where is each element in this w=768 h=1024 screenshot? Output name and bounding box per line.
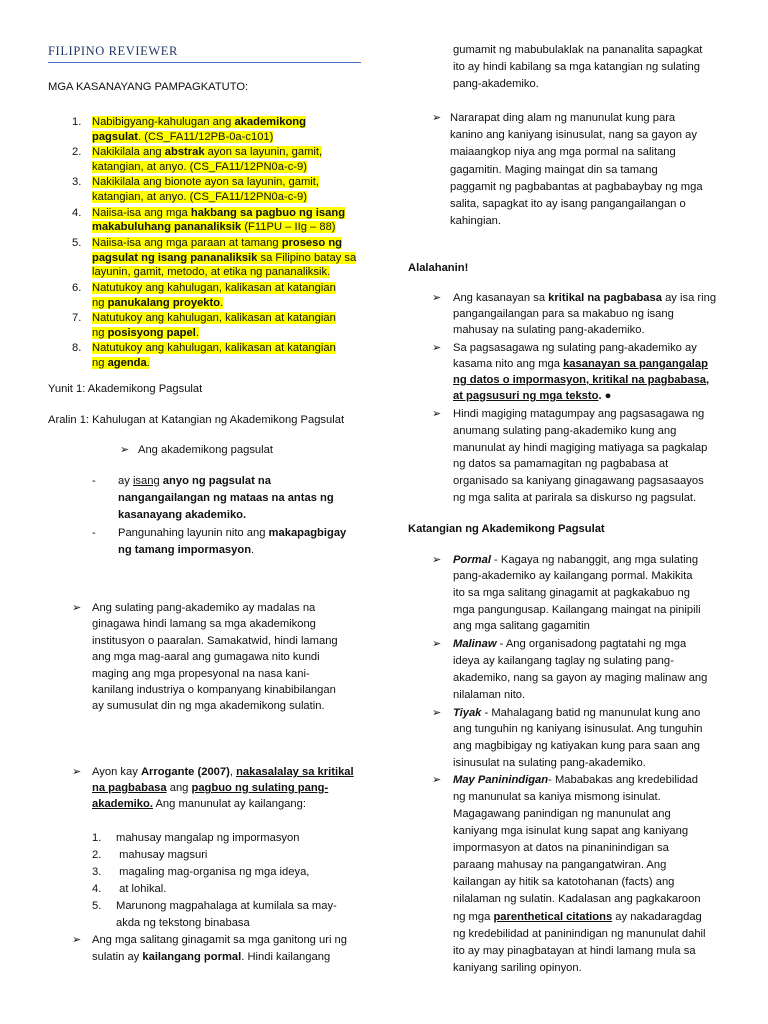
objective-line: Nabibigyang-kahulugan ang akademikong	[92, 116, 306, 128]
skill-text: at lohikal.	[116, 883, 167, 895]
text-line: impormasyon at datos na pinaninindigan sa	[453, 842, 669, 854]
al2-line1: Sa pagsasagawa ng sulating pang-akademiko ay	[453, 342, 697, 354]
text-line: ang mga salitang gagamitin	[453, 620, 590, 633]
dash2-line1: Pangunahing layunin nito ang makapagbigay	[118, 527, 347, 539]
text-line: Nararapat ding alam ng manunulat kung para	[450, 112, 676, 124]
may-line1: May Paninindigan- Mababakas ang kredebilidad	[453, 774, 698, 786]
yunit-heading: Yunit 1: Akademikong Pagsulat	[48, 383, 203, 395]
al1-line3: mahusay na sulating pang-akademiko.	[453, 324, 645, 336]
kasanayan-heading: MGA KASANAYANG PAMPAGKATUTO:	[48, 81, 249, 93]
objective-line: Natutukoy ang kahulugan, kalikasan at katangian	[92, 312, 336, 324]
objective-number: 1.	[72, 116, 82, 128]
arrow-bullet-icon: ➢	[432, 408, 442, 420]
skill-text: Marunong magpahalaga at kumilala sa may-	[116, 900, 337, 912]
text-line: organisado sa kaniyang ginagawang pagsasaayos	[453, 475, 704, 488]
ayon-line2: na pagbabasa ang pagbuo ng sulating pang-	[92, 782, 329, 794]
text-line: kanino ang kaniyang isinusulat, nang sa gayon ay	[450, 129, 697, 142]
pormal-line1: Pormal - Kagaya ng nabanggit, ang mga sulating	[453, 554, 699, 566]
text-line: isinusulat na sulating pang-akademiko.	[453, 756, 646, 769]
title-rule	[48, 62, 361, 63]
arrow-bullet-icon: ➢	[432, 774, 442, 786]
may-line9: ng mga parenthetical citations ay nakadaragdag	[453, 911, 702, 923]
objective-line: Natutukoy ang kahulugan, kalikasan at katangian	[92, 281, 336, 294]
objective-line: Naiisa-isa ang mga hakbang sa pagbuo ng isang	[92, 206, 346, 219]
text-line: ang tunguhin ng kaniyang isinusulat. Ang tunguhin	[453, 723, 703, 735]
objective-line: makabuluhang pananaliksik (F11PU – IIg – 88)	[92, 221, 336, 234]
dash-icon: -	[92, 475, 96, 487]
bullet-ang-akademiko: Ang akademikong pagsulat	[138, 444, 273, 456]
dash1-line1: ay isang anyo ng pagsulat na	[118, 475, 271, 487]
ayon-line1: Ayon kay Arrogante (2007), nakasalalay sa kritikal	[92, 766, 354, 778]
text-line: paraang mahusay na pangangatwiran. Ang	[453, 859, 667, 871]
objective-number: 4.	[72, 206, 82, 219]
arrow-bullet-icon: ➢	[432, 554, 442, 566]
objective-number: 6.	[72, 281, 82, 294]
text-line: manunulat ay hindi magiging matiyaga sa pagkalap	[453, 441, 708, 454]
skill-number: 5.	[92, 900, 102, 912]
skill-text: magaling mag-organisa ng mga ideya,	[116, 866, 310, 878]
objective-number: 2.	[72, 146, 82, 159]
text-line: ng manunulat sa kaniya mismong isinulat.	[453, 791, 661, 803]
arrow-bullet-icon: ➢	[432, 112, 442, 124]
text-line: maiaangkop niya ang mga pormal na salitang	[450, 146, 676, 159]
skill-number: 3.	[92, 866, 102, 878]
objective-number: 7.	[72, 312, 82, 324]
text-line: Hindi magiging matagumpay ang pagsasagawa ng	[453, 408, 705, 420]
text-line: institusyon o paaralan. Samakatwid, hindi lamang	[92, 634, 338, 647]
text-line: mga pangungusap. Kailangang maingat na pinipili	[453, 603, 701, 616]
katangian-heading: Katangian ng Akademikong Pagsulat	[408, 523, 605, 535]
text-line: pang-akademiko ay kailangang pormal. Makikita	[453, 570, 693, 582]
arrow-bullet-icon: ➢	[72, 934, 82, 946]
skill5-line2: akda ng tekstong binabasa	[116, 917, 250, 929]
text-line: ideya ay kailangang taglay ng sulating pang-	[453, 655, 674, 667]
text-line: kanilang industriya o kompanyang kinabibilangan	[92, 684, 336, 696]
text-line: ito sa mga salitang ginagamit at pagkakabuo ng	[453, 586, 690, 599]
text-line: ang magbibigay ng katiyakan kung para saan ang	[453, 739, 700, 752]
arrow-bullet-icon: ➢	[432, 638, 442, 650]
text-line: ito ay may pinagbatayan at hindi lamang mula sa	[453, 945, 696, 957]
objective-number: 8.	[72, 342, 82, 355]
aralin-heading: Aralin 1: Kahulugan at Katangian ng Akademikong Pagsulat	[48, 414, 345, 426]
objective-line: ng agenda.	[92, 357, 150, 369]
objective-line: pagsulat. (CS_FA11/12PB-0a-c101)	[92, 130, 274, 143]
dash1-line2: nangangailangan ng mataas na antas ng	[118, 492, 334, 504]
malinaw-line1: Malinaw - Ang organisadong pagtatahi ng mga	[453, 638, 687, 650]
text-line: kaniyang mga isinulat kung sapat ang kaniyang	[453, 825, 689, 837]
skill-text: mahusay magsuri	[116, 849, 208, 861]
text-line: ay sumusulat din ng mga akademikong sulatin.	[92, 700, 325, 713]
al1-line1: Ang kasanayan sa kritikal na pagbabasa ay isa ring	[453, 292, 717, 304]
text-line: ginagawa hindi lamang sa mga akademikong	[92, 618, 316, 631]
tiyak-line1: Tiyak - Mahalagang batid ng manunulat kung ano	[453, 707, 701, 719]
objective-number: 3.	[72, 176, 82, 189]
text-line: kahingian.	[450, 215, 502, 228]
objective-line: Nakikilala ang abstrak ayon sa layunin, gamit,	[92, 146, 323, 159]
text-line: kailangan ay hitik sa katotohanan (facts) ang	[453, 876, 675, 888]
text-line: ng datos sa pamamagitan ng pagbabasa at	[453, 458, 669, 471]
objective-line: katangian, at anyo. (CS_FA11/12PN0a-c-9)	[92, 161, 307, 173]
skill-text: mahusay mangalap ng impormasyon	[116, 832, 300, 844]
text-line: kaniyang sariling opinyon.	[453, 962, 582, 974]
objective-line: pagsulat ng isang pananaliksik sa Filipino batay sa	[92, 251, 357, 264]
al2-line4: at pagsusuri ng mga teksto. ●	[453, 390, 612, 402]
dash-icon: -	[92, 527, 96, 539]
text-line: nilalaman ng sulatin. Kadalasan ang pagkakaroon	[453, 893, 701, 905]
text-line: Magagawang panindigan ng manunulat ang	[453, 808, 671, 820]
text-line: pang-akademiko.	[453, 77, 539, 90]
skill-number: 4.	[92, 883, 102, 895]
arrow-bullet-icon: ➢	[432, 292, 442, 304]
objective-line: Natutukoy ang kahulugan, kalikasan at katangian	[92, 342, 336, 355]
arrow-bullet-icon: ➢	[120, 444, 130, 456]
text-line: akademiko, nang sa gayon ay maging malinaw ang	[453, 671, 708, 684]
text-line: nilalaman nito.	[453, 688, 526, 701]
al2-line3: ng datos o impormasyon, kritikal na pagbabasa,	[453, 374, 710, 386]
text-line: gumamit ng mabubulaklak na pananalita sapagkat	[453, 44, 703, 56]
al2-line2: kasama nito ang mga kasanayan sa pangangalap	[453, 358, 708, 370]
text-line: maging ang mga propesyonal na nasa kani-	[92, 667, 310, 680]
text-line: salita, sapagkat ito ay isang pangangailangan o	[450, 198, 686, 210]
text-line: ng kredebilidad at paninindigan ng manunulat dahil	[453, 928, 706, 940]
text-line: paggamit ng pagbabantas at pagbabaybay ng mga	[450, 180, 703, 193]
dash1-line3: kasanayang akademiko.	[118, 509, 247, 521]
salita-line1: Ang mga salitang ginagamit sa mga ganitong uri ng	[92, 934, 347, 946]
objective-number: 5.	[72, 236, 82, 249]
skill-number: 2.	[92, 849, 102, 861]
dash2-line2: ng tamang impormasyon.	[118, 544, 255, 556]
skill-number: 1.	[92, 832, 102, 844]
text-line: ito ay hindi kabilang sa mga katangian ng sulating	[453, 60, 700, 73]
alalahanin-heading: Alalahanin!	[408, 262, 469, 274]
salita-line2: sulatin ay kailangang pormal. Hindi kailangang	[92, 951, 331, 963]
objective-line: ng panukalang proyekto.	[92, 296, 224, 309]
text-line: anumang sulating pang-akademiko kung ang	[453, 424, 677, 437]
arrow-bullet-icon: ➢	[72, 766, 82, 778]
arrow-bullet-icon: ➢	[72, 602, 82, 614]
document-title: FILIPINO REVIEWER	[48, 44, 178, 58]
objective-line: Naiisa-isa ang mga paraan at tamang proseso ng	[92, 236, 342, 249]
objective-line: katangian, at anyo. (CS_FA11/12PN0a-c-9)	[92, 191, 307, 204]
ayon-line3: akademiko. Ang manunulat ay kailangang:	[92, 798, 306, 810]
text-line: ang mga mag-aaral ang gumagawa nito kundi	[92, 651, 320, 664]
objective-line: layunin, gamit, metodo, at etika ng pananaliksik.	[92, 266, 331, 279]
arrow-bullet-icon: ➢	[432, 342, 442, 354]
text-line: Ang sulating pang-akademiko ay madalas na	[92, 602, 316, 614]
arrow-bullet-icon: ➢	[432, 707, 442, 719]
objective-line: ng posisyong papel.	[92, 326, 199, 339]
objective-line: Nakikilala ang bionote ayon sa layunin, gamit,	[92, 176, 319, 189]
text-line: ng mga salita at parirala sa diskurso ng pagsulat.	[453, 492, 697, 504]
text-line: gagamitin. Maging maingat din sa tamang	[450, 163, 658, 176]
al1-line2: pangangailangan para sa makabuo ng isang	[453, 308, 674, 320]
